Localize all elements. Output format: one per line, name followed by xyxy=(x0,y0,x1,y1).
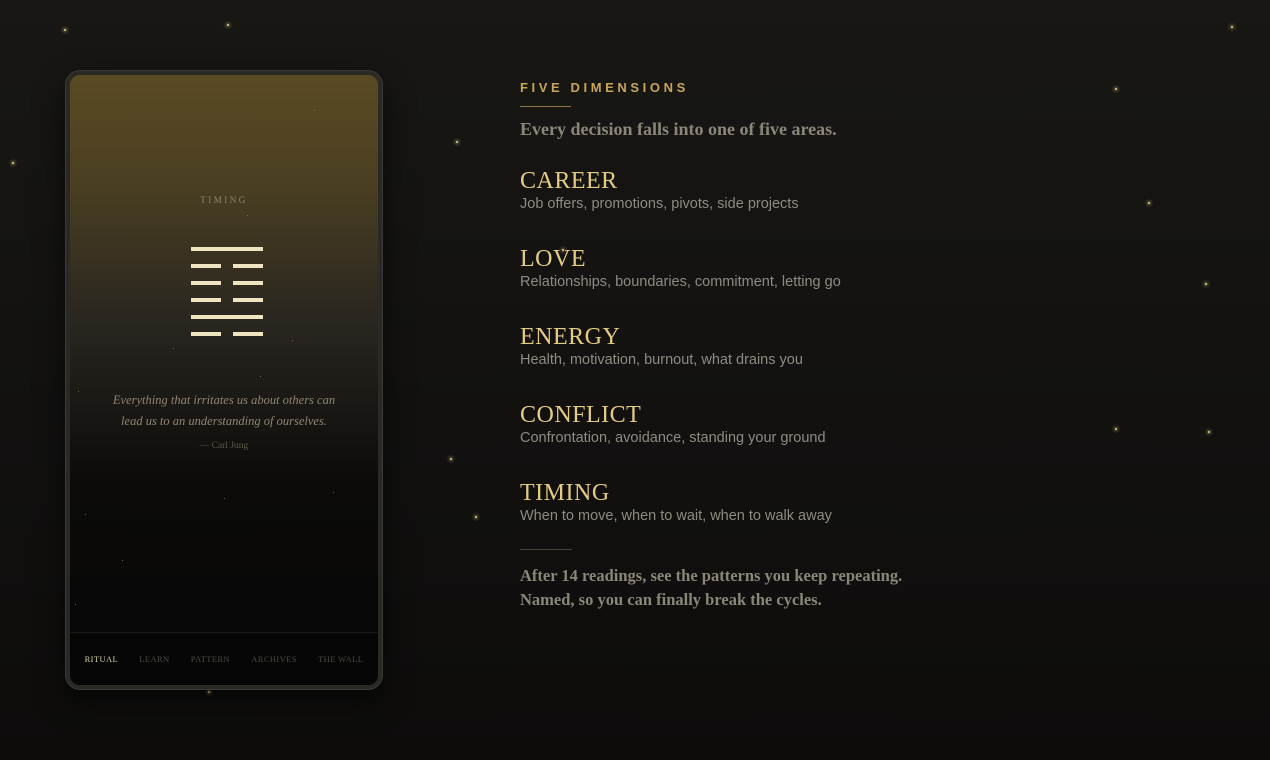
hexagram-icon xyxy=(191,247,263,349)
quote-text: Everything that irritates us about others can lead us to an understanding of ourselves. xyxy=(112,393,336,428)
phone-mockup xyxy=(66,71,382,689)
star-icon xyxy=(12,162,14,164)
nav-item-archives[interactable]: ARCHIVES xyxy=(251,654,297,664)
dimension-description: Relationships, boundaries, commitment, letting go xyxy=(520,274,841,290)
dimension-title: ENERGY xyxy=(520,324,621,350)
dimensions-panel xyxy=(520,80,1080,612)
star-icon xyxy=(122,560,123,561)
nav-item-the-wall[interactable]: THE WALL xyxy=(318,654,364,664)
star-icon xyxy=(64,29,66,31)
star-icon xyxy=(173,348,174,349)
outro-line: After 14 readings, see the patterns you keep repeating. xyxy=(520,566,903,585)
outro-line: Named, so you can finally break the cycles. xyxy=(520,590,822,609)
section-heading: FIVE DIMENSIONS xyxy=(520,80,689,95)
star-icon xyxy=(1115,88,1117,90)
star-icon xyxy=(1148,202,1150,204)
star-icon xyxy=(78,391,79,392)
divider xyxy=(520,549,572,550)
bottom-nav xyxy=(70,632,378,685)
star-icon xyxy=(1231,26,1233,28)
dimension-title: TIMING xyxy=(520,480,610,506)
star-icon xyxy=(314,110,315,111)
star-icon xyxy=(260,376,261,377)
star-icon xyxy=(85,514,86,515)
dimension-title: CONFLICT xyxy=(520,402,642,428)
star-icon xyxy=(292,340,293,341)
divider xyxy=(520,106,571,107)
star-icon xyxy=(224,498,225,499)
dimension-timing xyxy=(520,480,1080,558)
phone-screen xyxy=(70,75,378,685)
star-icon xyxy=(1208,431,1210,433)
dimension-description: Job offers, promotions, pivots, side projects xyxy=(520,196,799,212)
dimension-description: When to move, when to wait, when to walk away xyxy=(520,508,832,524)
star-icon xyxy=(475,516,477,518)
star-icon xyxy=(208,691,210,693)
hexagram-line xyxy=(191,298,263,302)
star-icon xyxy=(227,24,229,26)
quote-author: — Carl Jung xyxy=(199,441,249,451)
dimension-title: LOVE xyxy=(520,246,586,272)
outro-text xyxy=(520,564,1080,612)
hexagram-line xyxy=(191,264,263,268)
dimension-description: Confrontation, avoidance, standing your ground xyxy=(520,430,826,446)
star-icon xyxy=(450,458,452,460)
hexagram-line xyxy=(191,332,263,336)
intro-text: Every decision falls into one of five areas. xyxy=(520,119,837,139)
star-icon xyxy=(456,141,458,143)
dimension-list xyxy=(520,168,1080,558)
hexagram-line xyxy=(191,281,263,285)
nav-item-learn[interactable]: LEARN xyxy=(139,654,170,664)
star-icon xyxy=(1205,283,1207,285)
star-icon xyxy=(1115,428,1117,430)
reading-dimension-label: TIMING xyxy=(200,195,248,205)
dimension-conflict xyxy=(520,402,1080,480)
nav-item-pattern[interactable]: PATTERN xyxy=(190,654,231,664)
hexagram-line xyxy=(191,247,263,251)
star-icon xyxy=(75,604,76,605)
nav-item-ritual[interactable]: RITUAL xyxy=(84,654,119,664)
star-icon xyxy=(247,215,248,216)
star-icon xyxy=(333,492,334,493)
dimension-career xyxy=(520,168,1080,246)
dimension-energy xyxy=(520,324,1080,402)
dimension-title: CAREER xyxy=(520,168,618,194)
dimension-love xyxy=(520,246,1080,324)
dimension-description: Health, motivation, burnout, what drains you xyxy=(520,352,803,368)
hexagram-line xyxy=(191,315,263,319)
